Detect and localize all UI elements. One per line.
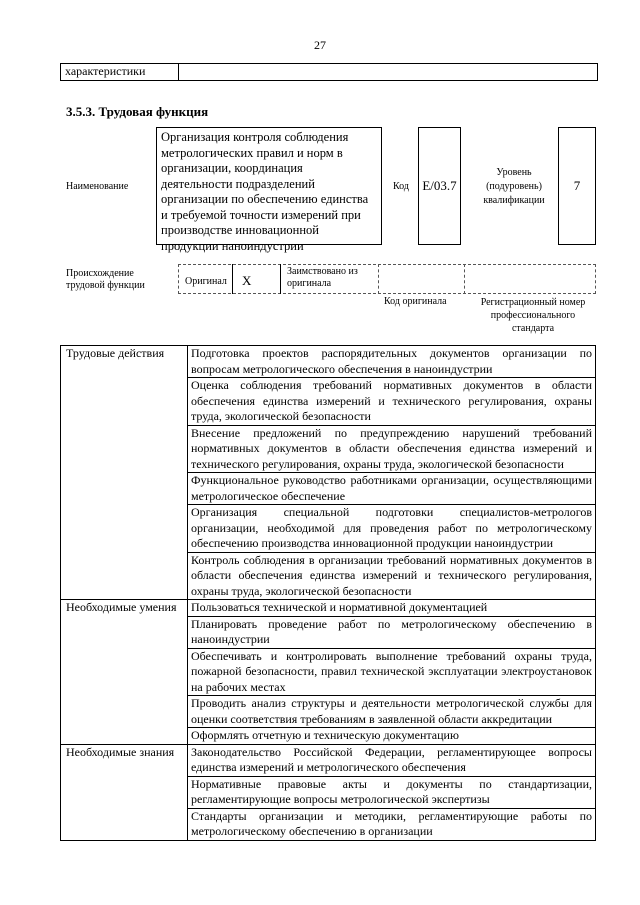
origin-label: Происхождение трудовой функции	[66, 268, 145, 291]
category-cell: Трудовые действия	[61, 346, 188, 600]
function-details-table	[60, 345, 596, 841]
previous-table-row	[60, 63, 598, 81]
divider	[232, 264, 233, 294]
table-cell: Законодательство Российской Федерации, регламентирующее вопросы единства измерений и метрологического обеспечения	[188, 744, 596, 776]
divider	[378, 264, 379, 294]
level-label: Уровень (подуровень) квалификации	[483, 167, 545, 206]
table-cell: Функциональное руководство работниками организации, осуществляющими метрологическое обеспечение	[188, 473, 596, 505]
origin-row	[178, 264, 596, 294]
table-row	[61, 744, 596, 776]
table-cell: Подготовка проектов распорядительных документов организации по вопросам метрологического обеспечения в наноиндустрии	[188, 346, 596, 378]
original-mark: X	[242, 273, 252, 288]
previous-row-label: характеристики	[61, 64, 179, 80]
table-cell: Проводить анализ структуры и деятельности метрологической службы для оценки соответствия требованиям в заявленной области аккредитации	[188, 696, 596, 728]
section-title: 3.5.3. Трудовая функция	[66, 104, 209, 119]
level-value: 7	[558, 127, 596, 245]
code-value: E/03.7	[418, 127, 461, 245]
table-cell: Нормативные правовые акты и документы по стандартизации, регламентирующие вопросы метрологической экспертизы	[188, 776, 596, 808]
table-cell: Внесение предложений по предупреждению нарушений требований нормативных документов в области обеспечения единства измерений и технического регулирования, охраны труда, экологической безопасности	[188, 425, 596, 473]
original-label: Оригинал	[185, 276, 227, 287]
table-row	[61, 600, 596, 617]
function-name-box: Организация контроля соблюдения метрологических правил и норм в организации, координация деятельности подразделений организации по обеспечению единства и требуемой точности измерений при производстве инновационной продукции наноиндустрии	[156, 127, 382, 245]
table-cell: Контроль соблюдения в организации требований нормативных документов в области обеспечения единства измерений и технического регулирования, охраны труда, экологической безопасности	[188, 552, 596, 600]
table-cell: Оформлять отчетную и техническую документацию	[188, 728, 596, 745]
divider	[464, 264, 465, 294]
table-cell: Обеспечивать и контролировать выполнение требований охраны труда, пожарной безопасности, правил технической эксплуатации электроустановок на рабочих местах	[188, 648, 596, 696]
table-cell: Стандарты организации и методики, регламентирующие работы по метрологическому обеспечению в организации	[188, 808, 596, 840]
borrowed-label: Заимствовано из оригинала	[287, 266, 358, 289]
reg-number-label: Регистрационный номер профессионального стандарта	[480, 297, 586, 334]
category-cell: Необходимые умения	[61, 600, 188, 745]
table-cell: Оценка соблюдения требований нормативных документов в области обеспечения единства измерений и технического регулирования, охраны труда, экологической безопасности	[188, 378, 596, 426]
table-cell: Пользоваться технической и нормативной документацией	[188, 600, 596, 617]
page-number: 27	[314, 38, 326, 52]
table-cell: Планировать проведение работ по метрологическому обеспечению в наноиндустрии	[188, 616, 596, 648]
table-row	[61, 346, 596, 378]
category-cell: Необходимые знания	[61, 744, 188, 840]
naimenovanie-label: Наименование	[66, 181, 129, 192]
divider	[280, 264, 281, 294]
code-label: Код	[393, 181, 409, 192]
code-original-label: Код оригинала	[384, 296, 447, 307]
table-cell: Организация специальной подготовки специалистов-метрологов организации, необходимой для проведения работ по метрологическому обеспечению производства инновационной продукции наноиндустрии	[188, 505, 596, 553]
